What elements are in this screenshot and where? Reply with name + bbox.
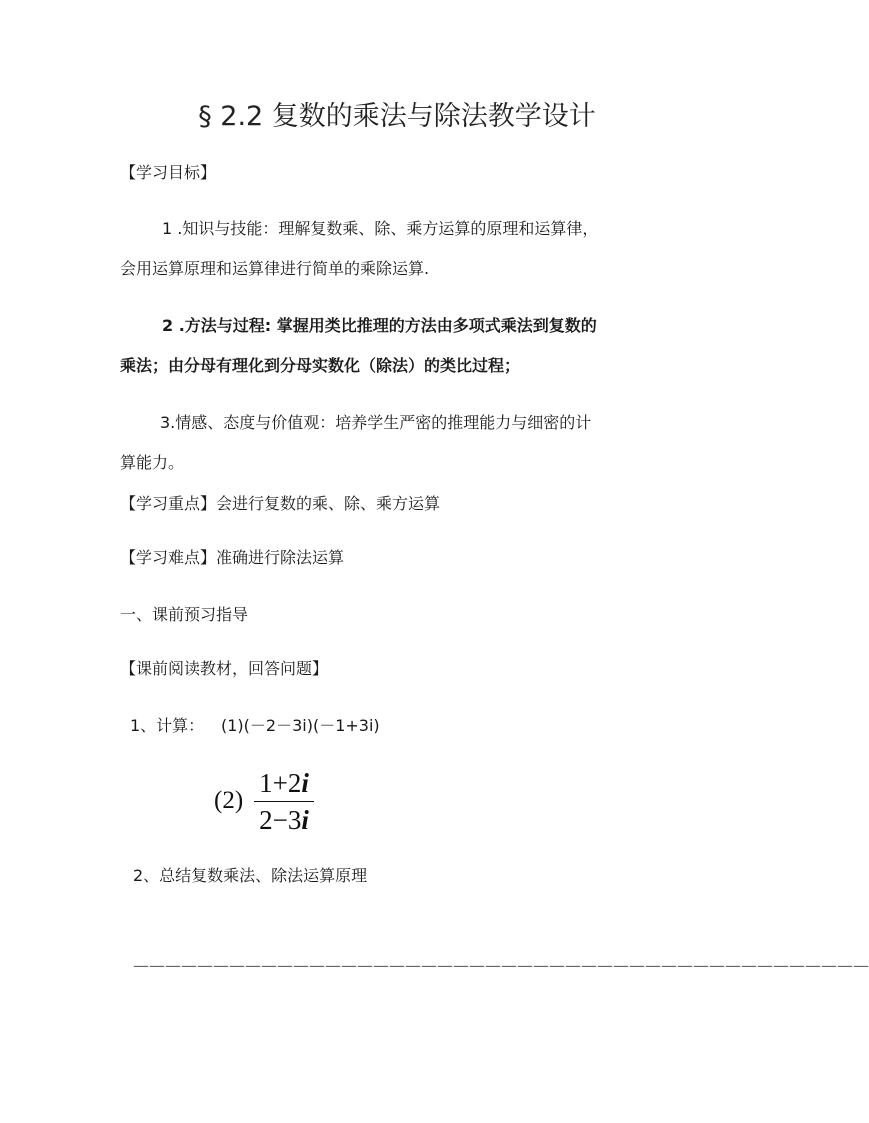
- objective-3-line-1: 3.情感、态度与价值观：培养学生严密的推理能力与细密的计: [160, 413, 592, 432]
- page-title: § 2.2 复数的乘法与除法教学设计: [198, 101, 596, 132]
- objective-3-line-2: 算能力。: [120, 453, 185, 472]
- objective-1-line-1: 1 .知识与技能：理解复数乘、除、乘方运算的原理和运算律，: [162, 219, 599, 238]
- objectives-heading: 【学习目标】: [120, 163, 217, 182]
- fraction-denominator: 2−3i: [259, 805, 309, 835]
- question-1-part-1: (1)(－2－3i)(－1+3i): [221, 716, 380, 735]
- objective-1-line-2: 会用运算原理和运算律进行简单的乘除运算.: [120, 259, 430, 278]
- objective-2-line-2: 乘法；由分母有理化到分母实数化（除法）的类比过程；: [120, 356, 521, 375]
- reading-prompt: 【课前阅读教材，回答问题】: [120, 659, 329, 678]
- answer-blank-line[interactable]: ——————————————————————————————————————————————: [133, 956, 869, 975]
- question-2: 2、总结复数乘法、除法运算原理: [133, 866, 368, 885]
- objective-2-line-1: 2 .方法与过程: 掌握用类比推理的方法由多项式乘法到复数的: [162, 316, 597, 335]
- question-1-part-2-fraction: [214, 768, 314, 838]
- fraction-label: (2): [214, 787, 244, 814]
- difficulty: 【学习难点】准确进行除法运算: [120, 548, 345, 567]
- fraction-numerator: 1+2i: [259, 768, 309, 798]
- question-1-label: 1、计算：: [130, 716, 205, 735]
- section-heading: 一、课前预习指导: [120, 605, 249, 624]
- key-point: 【学习重点】会进行复数的乘、除、乘方运算: [120, 494, 441, 513]
- fraction-bar: [254, 801, 314, 802]
